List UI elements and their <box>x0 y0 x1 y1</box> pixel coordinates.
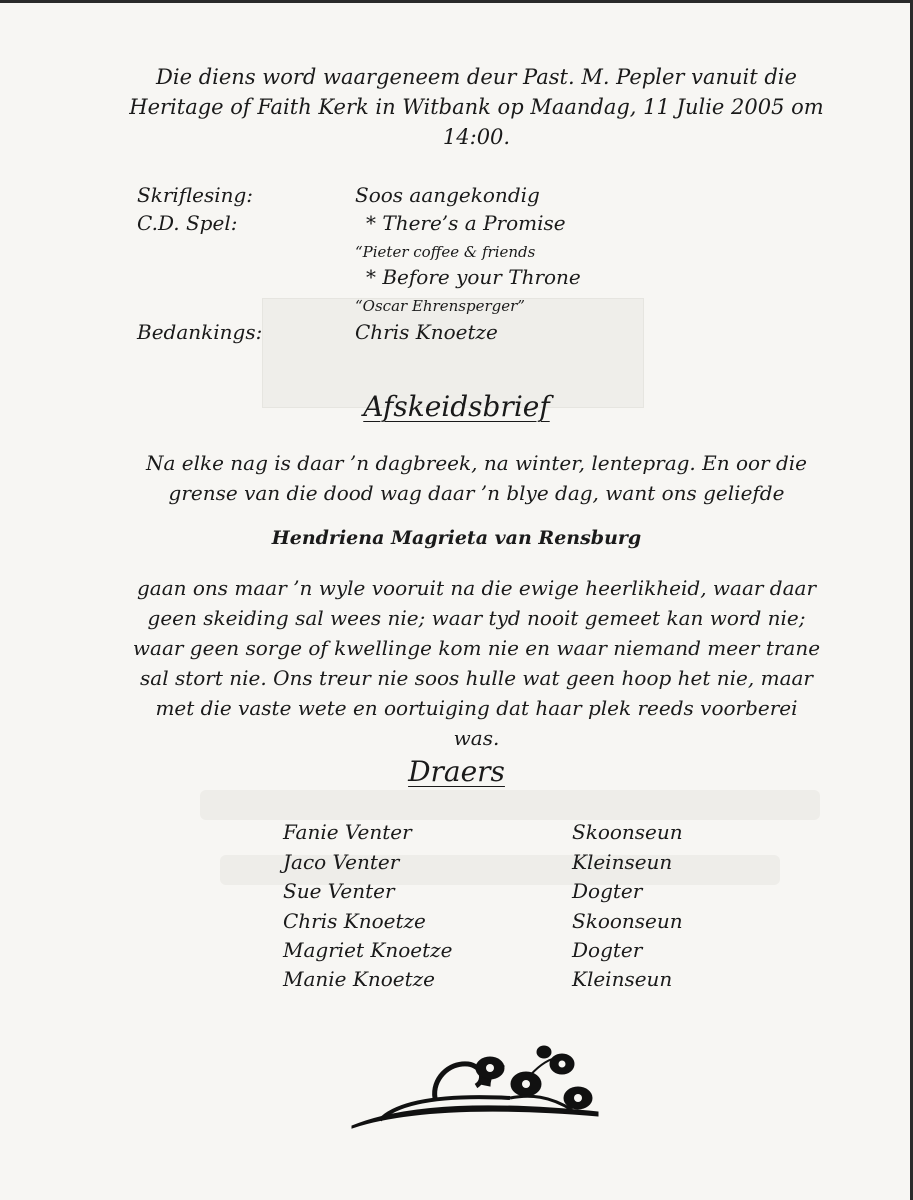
bearer-relation: Kleinseun <box>572 850 673 874</box>
song-artist: “Pieter coffee & friends <box>355 243 536 261</box>
bearers-heading: Draers <box>408 755 505 788</box>
farewell-paragraph: Na elke nag is daar ’n dagbreek, na winter, lenteprag. En oor die grense van die dood wag daar ’n blye dag, want ons geliefde <box>145 451 808 505</box>
reading-label: Skriflesing: <box>137 183 254 207</box>
thanks-label: Bedankings: <box>137 320 263 344</box>
bearer-relation: Kleinseun <box>572 967 673 991</box>
bearer-relation: Skoonseun <box>572 820 683 844</box>
thanks-value: Chris Knoetze <box>355 320 498 344</box>
bearer-name: Jaco Venter <box>283 850 400 874</box>
bearer-name: Chris Knoetze <box>283 909 426 933</box>
reading-value: Soos aangekondig <box>355 183 540 207</box>
bearer-relation: Skoonseun <box>572 909 683 933</box>
bearer-name: Magriet Knoetze <box>283 938 453 962</box>
show-through-text <box>200 790 820 820</box>
farewell-paragraph: gaan ons maar ’n wyle vooruit na die ewige heerlikheid, waar daar geen skeiding sal wees nie; waar tyd nooit gemeet kan word nie; waar geen sorge of kwellinge kom nie en waar niemand meer trane sal stort nie. Ons treur nie soos hulle wat geen hoop het nie, maar met die vaste wete en oortuiging dat haar plek reeds voorberei was. <box>132 576 821 750</box>
song-title: * There’s a Promise <box>366 211 566 235</box>
floral-flourish-icon <box>340 1040 610 1130</box>
bearer-name: Fanie Venter <box>283 820 412 844</box>
bearer-name: Sue Venter <box>283 879 395 903</box>
bearer-relation: Dogter <box>572 879 643 903</box>
farewell-heading: Afskeidsbrief <box>363 390 550 423</box>
service-intro: Die diens word waargeneem deur Past. M. Pepler vanuit die Heritage of Faith Kerk in Witbank op Maandag, 11 Julie 2005 om 14:00. <box>129 65 824 149</box>
scan-edge-top <box>0 0 913 3</box>
song-title: * Before your Throne <box>366 265 581 289</box>
bearer-name: Manie Knoetze <box>283 967 435 991</box>
bearer-relation: Dogter <box>572 938 643 962</box>
song-artist: “Oscar Ehrensperger” <box>355 297 525 315</box>
deceased-name: Hendriena Magrieta van Rensburg <box>271 527 642 549</box>
cd-label: C.D. Spel: <box>137 211 238 235</box>
